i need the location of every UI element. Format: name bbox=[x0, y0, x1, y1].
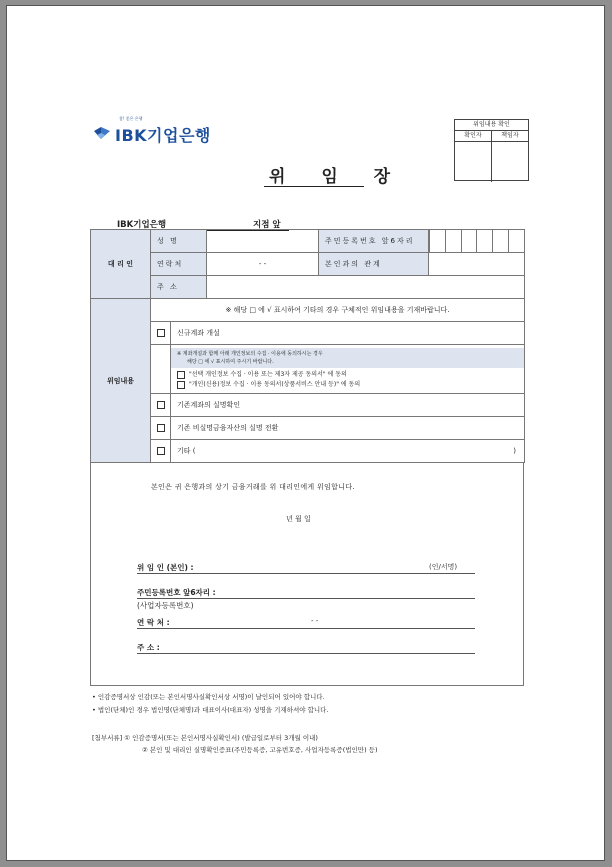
other-field[interactable] bbox=[171, 440, 525, 463]
delegator-id-field[interactable] bbox=[137, 598, 475, 599]
agent-name-field[interactable] bbox=[207, 230, 319, 253]
credit-info-consent-label: "개인(신용)정보 수집 · 이용 동의서(상품서비스 안내 등)" 에 동의 bbox=[189, 381, 361, 388]
agent-id-field[interactable] bbox=[429, 230, 525, 253]
agent-section-label: 대 리 인 bbox=[91, 230, 151, 299]
delegator-label: 위 임 인 (본인) : bbox=[137, 563, 194, 572]
delegator-id-label: 주민등록번호 앞6자리 : bbox=[137, 588, 216, 597]
delegator-contact-value: - - bbox=[311, 617, 319, 625]
checker-seal-field[interactable] bbox=[455, 142, 492, 182]
agent-address-field[interactable] bbox=[207, 276, 525, 299]
seal-placeholder: (인/서명) bbox=[429, 563, 458, 571]
date-field[interactable]: 년 월 일 bbox=[286, 515, 311, 523]
attachment-line-2: ② 본인 및 대리인 실명확인증표(주민등록증, 고유번호증, 사업자등록증(법인만) 등) bbox=[142, 746, 378, 754]
delegation-form-table bbox=[90, 229, 525, 463]
delegator-contact-field[interactable] bbox=[137, 628, 475, 629]
declaration-box bbox=[90, 462, 524, 686]
other-close-paren: ) bbox=[513, 447, 516, 455]
existing-account-checkbox[interactable] bbox=[157, 401, 165, 409]
delegator-contact-label: 연 락 처 : bbox=[137, 618, 170, 627]
note-corporate-requirement: • 법인(단체)인 경우 법인명(단체명)과 대표이사(대표자) 성명을 기재하셔야 합니다. bbox=[92, 706, 329, 714]
approval-box bbox=[454, 119, 529, 181]
agent-address-label: 주 소 bbox=[151, 276, 207, 299]
agent-relation-field[interactable] bbox=[429, 253, 525, 276]
delegator-address-field[interactable] bbox=[137, 653, 475, 654]
credit-info-consent-checkbox[interactable] bbox=[177, 381, 185, 389]
agent-name-label: 성 명 bbox=[151, 230, 207, 253]
agent-contact-field[interactable]: - - bbox=[207, 253, 319, 276]
document-title: 위 임 장 bbox=[269, 167, 406, 187]
delegator-signature-field[interactable] bbox=[137, 573, 475, 574]
ibk-logo-icon bbox=[92, 125, 112, 141]
business-number-label: (사업자등록번호) bbox=[137, 601, 194, 610]
logo-tagline: 참! 좋은 은행 bbox=[119, 116, 143, 121]
asset-conversion-label: 기존 비실명금융자산의 실명 전환 bbox=[171, 417, 525, 440]
branch-bank-name: IBK기업은행 bbox=[117, 220, 167, 230]
delegation-notice: ※ 해당 □ 에 √ 표시하여 기타의 경우 구체적인 위임내용을 기재바랍니다. bbox=[151, 299, 525, 322]
approval-manager-label: 책임자 bbox=[501, 132, 519, 139]
agent-relation-label: 본인과의 관계 bbox=[319, 253, 429, 276]
asset-conversion-checkbox[interactable] bbox=[157, 424, 165, 432]
existing-account-label: 기존계좌의 실명확인 bbox=[171, 394, 525, 417]
consent-subnote-line2: 해당 □ 에 √ 표시하여 주시기 바랍니다. bbox=[187, 359, 274, 365]
new-account-label: 신규계좌 개설 bbox=[171, 322, 525, 345]
consent-subnote-line1: ※ 계좌개설과 함께 아래 개인정보의 수집 · 이용에 동의하시는 경우 bbox=[177, 351, 323, 357]
agent-contact-label: 연락처 bbox=[151, 253, 207, 276]
approval-checker-label: 확인자 bbox=[455, 131, 492, 141]
manager-seal-field[interactable] bbox=[492, 142, 528, 182]
agent-id-label: 주민등록번호 앞6자리 bbox=[319, 230, 429, 253]
attachment-line-1: [첨부서류] ① 인감증명서(또는 본인서명사실확인서) (발급일로부터 3개월 이내) bbox=[92, 734, 318, 742]
other-checkbox[interactable] bbox=[157, 447, 165, 455]
title-underline bbox=[264, 186, 364, 187]
new-account-checkbox[interactable] bbox=[157, 329, 165, 337]
consent-block bbox=[171, 345, 525, 394]
declaration-text: 본인은 귀 은행과의 상기 금융거래를 위 대리인에게 위임합니다. bbox=[151, 483, 355, 491]
approval-header: 위임내용 확인 bbox=[455, 120, 528, 131]
delegator-address-label: 주 소 : bbox=[137, 643, 160, 652]
note-seal-requirement: • 인감증명서상 인감(또는 본인서명사실확인서상 서명)이 날인되어 있어야 합니다. bbox=[92, 693, 325, 701]
delegation-section-label: 위임내용 bbox=[91, 299, 151, 463]
optional-info-consent-checkbox[interactable] bbox=[177, 371, 185, 379]
logo-brand: IBK기업은행 bbox=[115, 126, 211, 145]
optional-info-consent-label: "선택 개인정보 수집 · 이용 또는 제3자 제공 동의서" 에 동의 bbox=[189, 371, 347, 378]
consent-subnote bbox=[171, 348, 524, 368]
other-label: 기타 ( bbox=[177, 447, 196, 455]
branch-suffix: 지점 앞 bbox=[253, 220, 281, 230]
